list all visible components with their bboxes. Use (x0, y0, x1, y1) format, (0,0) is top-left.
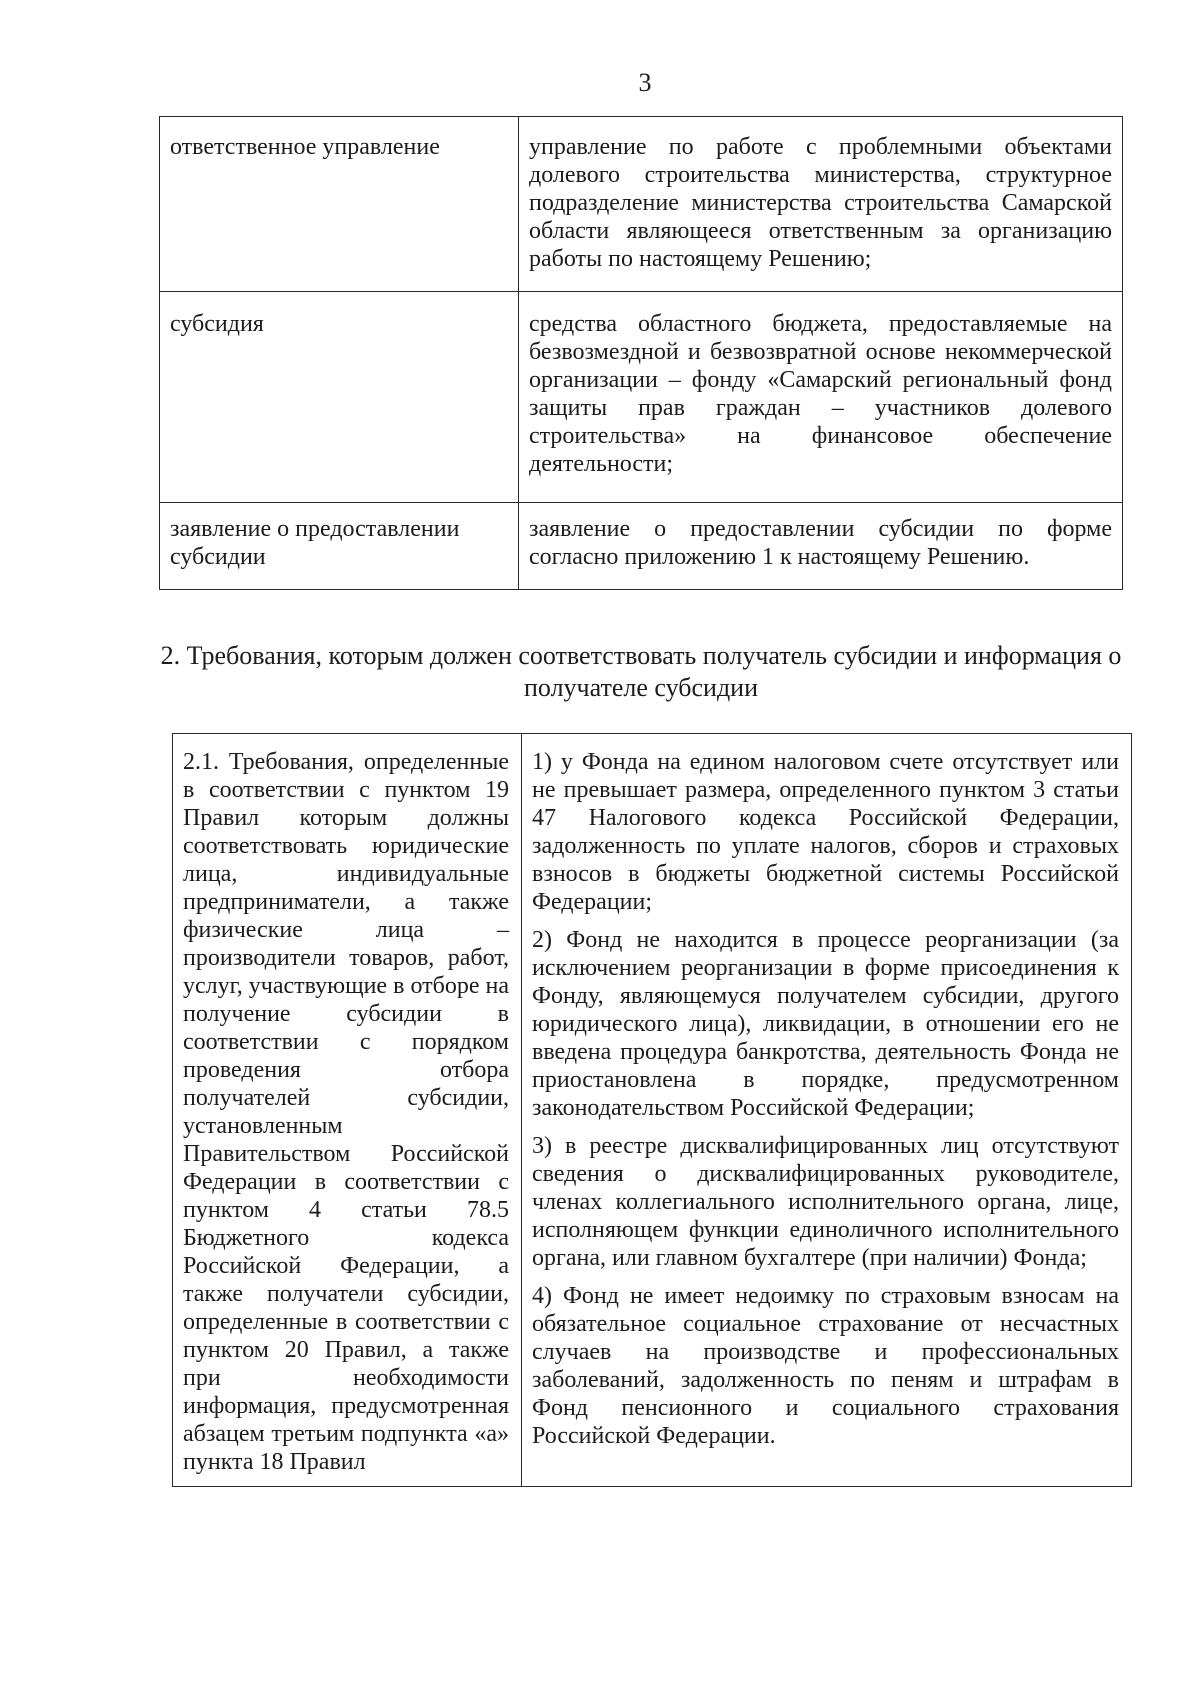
definition-text: управление по работе с проблемными объектами долевого строительства министерства, структурное подразделение министерства строительства Самарской области являющееся ответственным за организацию работы по настоящему Решению; (519, 117, 1123, 292)
requirements-items-cell (522, 734, 1132, 1487)
requirement-item: 4) Фонд не имеет недоимку по страховым взносам на обязательное социальное страхование от несчастных случаев на производстве и профессиональных заболеваний, задолженность по пеням и штрафам в Фонд пенсионного и социального страхования Российской Федерации. (532, 1283, 1119, 1449)
requirements-label: 2.1. Требования, определенные в соответствии с пунктом 19 Правил которым должны соответствовать юридические лица, индивидуальные предприниматели, а также физические лица – производители товаров, работ, услуг, участвующие в отборе на получение субсидии в соответствии с порядком проведения отбора получателей субсидии, установленным Правительством Российской Федерации в соответствии с пунктом 4 статьи 78.5 Бюджетного кодекса Российской Федерации, а также получатели субсидии, определенные в соответствии с пунктом 20 Правил, а также при необходимости информация, предусмотренная абзацем третьим подпункта «а» пункта 18 Правил (183, 749, 509, 1475)
requirements-label-cell (173, 734, 522, 1487)
definition-term: заявление о предоставлении субсидии (160, 503, 519, 590)
definition-row (160, 503, 1123, 590)
requirement-item: 1) у Фонда на едином налоговом счете отсутствует или не превышает размера, определенного пунктом 3 статьи 47 Налогового кодекса Российской Федерации, задолженность по уплате налогов, сборов и страховых взносов в бюджеты бюджетной системы Российской Федерации; (532, 749, 1119, 915)
definitions-table (159, 116, 1123, 590)
requirement-item: 2) Фонд не находится в процессе реорганизации (за исключением реорганизации в форме присоединения к Фонду, являющемуся получателем субсидии, другого юридического лица), ликвидации, в отношении его не введена процедура банкротства, деятельность Фонда не приостановлена в порядке, предусмотренном законодательством Российской Федерации; (532, 927, 1119, 1121)
definition-row (160, 292, 1123, 503)
requirement-item: 3) в реестре дисквалифицированных лиц отсутствуют сведения о дисквалифицированных руководителе, членах коллегиального исполнительного органа, лице, исполняющем функции единоличного исполнительного органа, или главном бухгалтере (при наличии) Фонда; (532, 1133, 1119, 1271)
definition-text: заявление о предоставлении субсидии по форме согласно приложению 1 к настоящему Решению. (519, 503, 1123, 590)
requirements-table (172, 733, 1132, 1487)
definition-row (160, 117, 1123, 292)
requirements-row (173, 734, 1132, 1487)
definition-text: средства областного бюджета, предоставляемые на безвозмездной и безвозвратной основе некоммерческой организации – фонду «Самарский региональный фонд защиты прав граждан – участников долевого строительства» на финансовое обеспечение деятельности; (519, 292, 1123, 503)
section-title: 2. Требования, которым должен соответствовать получатель субсидии и информация о получателе субсидии (160, 641, 1122, 702)
definition-term: ответственное управление (160, 117, 519, 292)
definition-term: субсидия (160, 292, 519, 503)
page-number: 3 (638, 68, 652, 97)
